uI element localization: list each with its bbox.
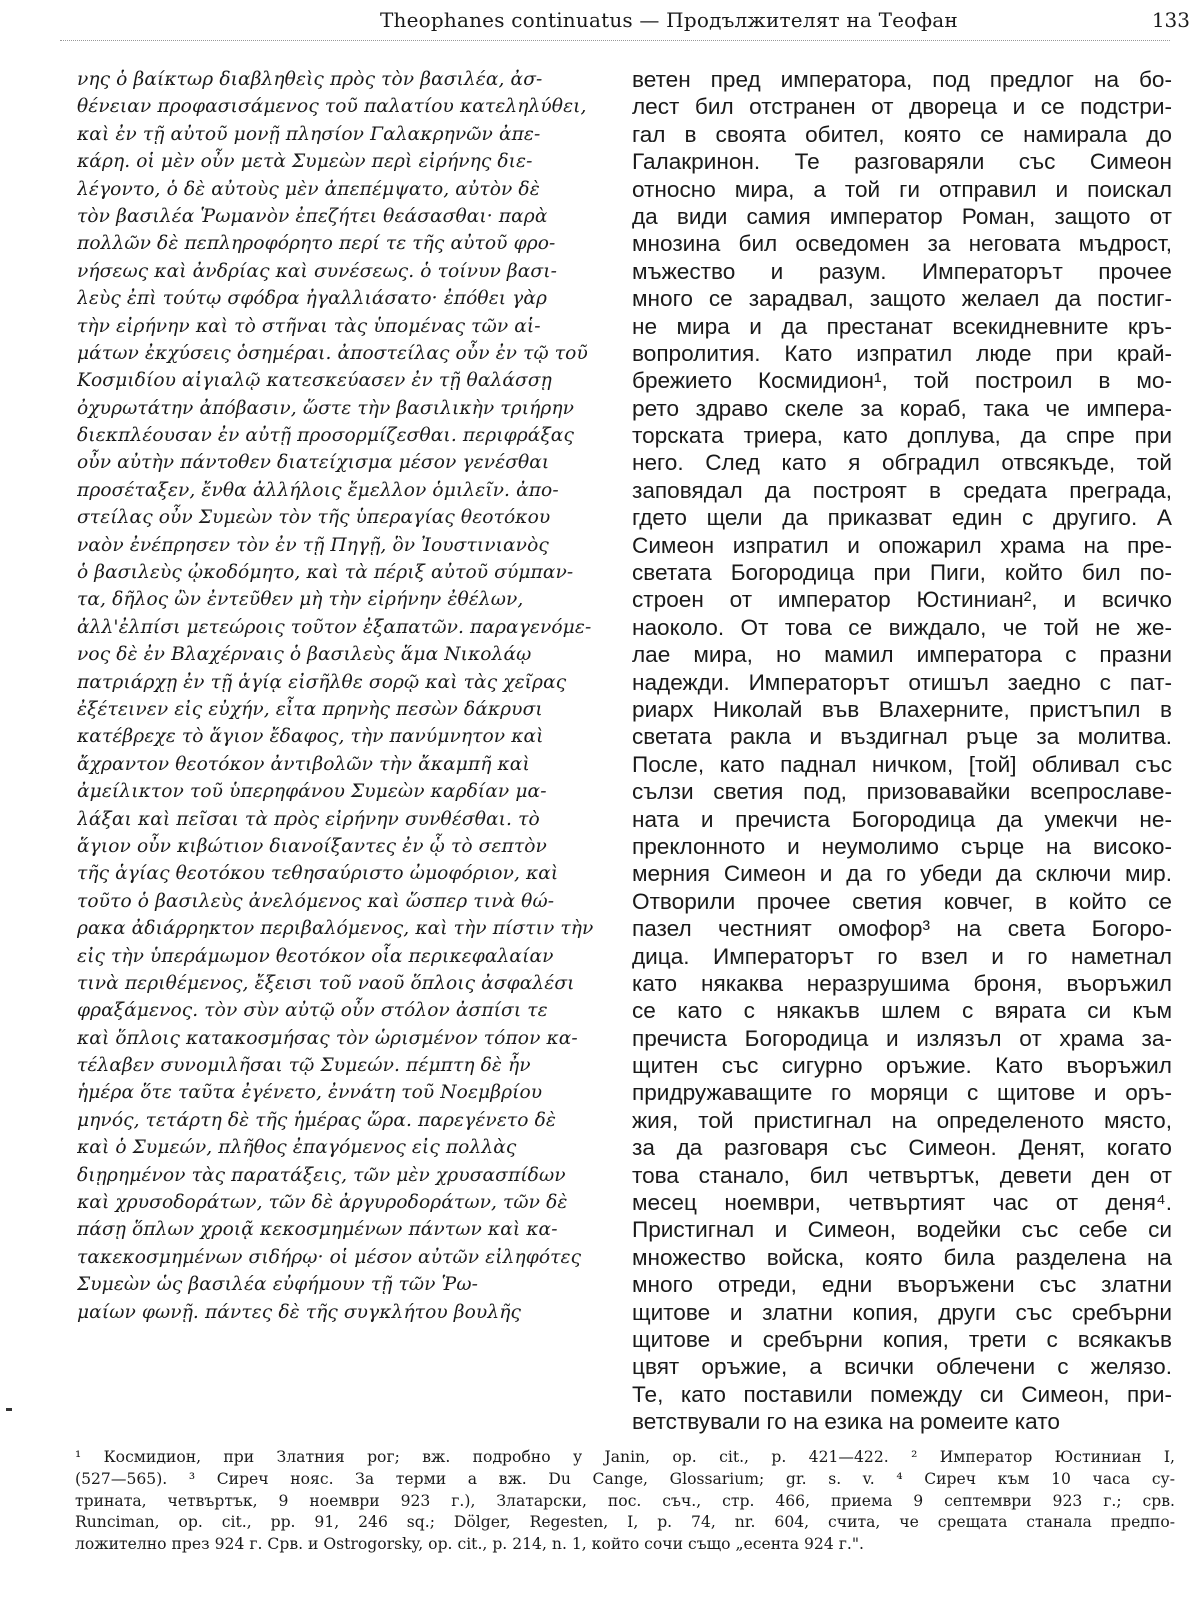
bulgarian-text-line: много отреди, едни въоръжени със златни: [632, 1272, 1172, 1298]
bulgarian-text-line: ветствували го на езика на ромеите като: [632, 1409, 1060, 1435]
greek-text-line: θένειαν προφασισάμενος τοῦ παλατίου κατεληλύθει,: [77, 96, 587, 118]
greek-text-line: ὀχυρωτάτην ἀπόβασιν, ὥστε τὴν βασιλικὴν τριήρην: [77, 397, 575, 419]
bulgarian-text-line: Симеон изпратил и опожарил храма на пре-: [632, 532, 1172, 558]
page-header: [60, 4, 1190, 32]
bulgarian-text-line: цвят оръжие, а всички облечени с желязо.: [632, 1354, 1172, 1380]
bulgarian-text-line: наоколо. От това се виждало, че той не же-: [632, 614, 1172, 640]
bulgarian-text-line: щитове и сребърни копия, трети с всякакъв: [632, 1326, 1172, 1352]
bulgarian-text-line: ната и пречиста Богородица да умекчи не-: [632, 806, 1172, 832]
bulgarian-text-line: щитове и златни копия, други със сребърни: [632, 1299, 1172, 1325]
bulgarian-text-line: мнозина бил осведомен за неговата мъдрост,: [632, 231, 1172, 257]
footnote-line: ¹ Космидион, при Златния рог; вж. подробно у Janin, op. cit., p. 421—422. ² Император Юстиниан I,: [75, 1448, 1175, 1466]
greek-text-line: νήσεως καὶ ἀνδρίας καὶ συνέσεως. ὁ τοίνυν βασι-: [77, 260, 557, 282]
greek-text-line: ἀμείλικτον τοῦ ὑπερηφάνου Συμεὼν καρδίαν μα-: [77, 781, 547, 803]
footnote-line: трината, четвъртък, 9 ноември 923 г.), Златарски, пос. съч., стр. 466, приема 9 септември 923 г.; срв.: [75, 1491, 1175, 1510]
greek-text-line: ὁ βασιλεὺς ᾠκοδόμητο, καὶ τὰ πέριξ αὐτοῦ σύμπαν-: [77, 562, 574, 584]
greek-text-line: προσέταξεν, ἔνθα ἀλλήλοις ἔμελλον ὁμιλεῖν. ἀπο-: [77, 479, 559, 501]
greek-text-line: πατριάρχῃ ἐν τῇ ἁγίᾳ εἰσῆλθε σορῷ καὶ τὰς χεῖρας: [77, 671, 567, 693]
footnote-line: (527—565). ³ Сиреч нояс. За терми а вж. Du Cange, Glossarium; gr. s. v. ⁴ Сиреч към 10 часа су-: [75, 1469, 1175, 1488]
page-number: 133: [1151, 8, 1190, 32]
greek-text-line: ἄχραντον θεοτόκον ἀντιβολῶν τὴν ἄκαμπῆ καὶ: [77, 753, 530, 775]
greek-text-line: φραξάμενος. τὸν σὺν αὐτῷ οὖν στόλον ἀσπίσι τε: [77, 1000, 548, 1022]
bulgarian-text-line: за да разговаря със Симеон. Денят, когато: [632, 1135, 1172, 1161]
greek-text-line: τῆς ἁγίας θεοτόκου τεθησαύριστο ὠμοφόριον, καὶ: [77, 863, 559, 885]
bulgarian-text-line: месец ноември, четвъртият час от деня⁴.: [632, 1190, 1172, 1216]
bulgarian-text-line: щитен със сигурно оръжие. Като въоръжил: [632, 1053, 1172, 1079]
bulgarian-text-line: пречиста Богородица и излязъл от храма за-: [632, 1025, 1172, 1051]
greek-text-line: λεὺς ἐπὶ τούτῳ σφόδρα ἠγαλλιάσατο· ἐπόθει γὰρ: [77, 288, 548, 310]
greek-text-line: νος δὲ ἐν Βλαχέρναις ὁ βασιλεὺς ἅμα Νικολάῳ: [77, 644, 532, 666]
bulgarian-text-line: После, като паднал ничком, [той] обливал със: [632, 751, 1172, 777]
greek-text-line: Κοσμιδίου αἰγιαλῷ κατεσκεύασεν ἐν τῇ θαλάσσῃ: [77, 370, 552, 392]
greek-text-line: τα, δῆλος ὢν ἐντεῦθεν μὴ τὴν εἰρήνην ἐθέλων,: [77, 589, 524, 611]
greek-text-line: καὶ χρυσοδοράτων, τῶν δὲ ἀργυροδοράτων, τῶν δὲ: [77, 1192, 568, 1214]
bulgarian-text-line: относно мира, а той ги отправил и поискал: [632, 176, 1172, 202]
bulgarian-text-line: брежието Космидион¹, той построил в мо-: [632, 368, 1172, 394]
greek-text-line: κατέβρεχε τὸ ἅγιον ἔδαφος, τὴν πανύμνητον καὶ: [77, 726, 544, 748]
bulgarian-text-line: Пристигнал и Симеон, водейки със себе си: [632, 1217, 1172, 1243]
greek-text-line: πάσῃ ὅπλων χροιᾷ κεκοσμημένων πάντων καὶ κα-: [77, 1219, 558, 1241]
greek-text-line: μάτων ἐκχύσεις ὁσημέραι. ἀποστείλας οὖν ἐν τῷ τοῦ: [77, 342, 588, 364]
bulgarian-text-line: него. След като я обградил отвсякъде, той: [632, 450, 1172, 476]
greek-text-line: ἡμέρα ὅτε ταῦτα ἐγένετο, ἐννάτη τοῦ Νοεμβρίου: [77, 1082, 543, 1104]
bulgarian-text-line: Те, като поставили помежду си Симеон, при-: [632, 1381, 1172, 1407]
greek-text-line: τέλαβεν συνομιλῆσαι τῷ Συμεών. πέμπτη δὲ ἦν: [77, 1055, 531, 1077]
bulgarian-text-line: като някаква неразрушима броня, въоръжил: [632, 970, 1172, 996]
bulgarian-text-column: [632, 66, 1172, 1436]
greek-text-line: διεκπλέουσαν ἐν αὐτῇ προσορμίζεσθαι. περιφράξας: [77, 425, 574, 447]
bulgarian-text-line: придружаващите го моряци с щитове и оръ-: [632, 1080, 1172, 1106]
bulgarian-text-line: сълзи светия под, призовавайки всепрославе-: [632, 779, 1172, 805]
bulgarian-text-line: ветен пред императора, под предлог на бо-: [632, 67, 1172, 92]
bulgarian-text-line: лае мира, но мамил императора с празни: [632, 642, 1172, 668]
greek-text-line: καὶ ἐν τῇ αὐτοῦ μονῇ πλησίον Γαλακρηνῶν ἀπε-: [77, 123, 541, 145]
greek-text-line: οὖν αὐτὴν πάντοθεν διατείχισμα μέσον γενέσθαι: [77, 452, 550, 474]
bulgarian-text-line: не мира и да престанат всекидневните кръ-: [632, 313, 1172, 339]
greek-text-line: ναὸν ἐνέπρησεν τὸν ἐν τῇ Πηγῇ, ὃν Ἰουστινιανὸς: [77, 534, 549, 556]
bulgarian-text-line: Галакринон. Те разговаряли със Симеон: [632, 149, 1172, 175]
greek-text-line: ἀλλ'ἐλπίσι μετεώροις τοῦτον ἐξαπατῶν. παραγενόμε-: [77, 616, 592, 638]
greek-text-column: [77, 66, 609, 1326]
bulgarian-text-line: множество войска, която била разделена на: [632, 1244, 1172, 1270]
bulgarian-text-line: се като с някакъв шлем с вярата си към: [632, 998, 1172, 1024]
greek-text-line: νης ὁ βαίκτωρ διαβληθεὶς πρὸς τὸν βασιλέα, ἀσ-: [77, 69, 543, 90]
running-title: Theophanes continuatus — Продължителят на Теофан: [380, 8, 958, 32]
bulgarian-text-line: заповядал да построят в средата преграда,: [632, 477, 1172, 503]
bulgarian-text-line: торската триера, като доплува, да спре при: [632, 423, 1172, 449]
greek-text-line: κάρη. οἱ μὲν οὖν μετὰ Συμεὼν περὶ εἰρήνης διε-: [77, 151, 533, 173]
greek-text-line: εἰς τὴν ὑπεράμωμον θεοτόκον οἷα περικεφαλαίαν: [77, 945, 554, 967]
greek-text-line: ἐξέτεινεν εἰς εὐχήν, εἶτα πρηνὴς πεσὼν δάκρυσι: [77, 698, 543, 720]
bulgarian-text-line: светата Богородица при Пиги, който бил по-: [632, 560, 1172, 586]
greek-text-line: τακεκοσμημένων σιδήρῳ· οἱ μέσον αὐτῶν εἰληφότες: [77, 1246, 582, 1268]
footnote-line: Runciman, op. cit., pp. 91, 246 sq.; Dölger, Regesten, I, p. 74, nr. 604, счита, че срещата станала предпо-: [75, 1513, 1175, 1532]
bulgarian-text-line: да види самия император Роман, защото от: [632, 203, 1172, 229]
bulgarian-text-line: дица. Императорът го взел и го наметнал: [632, 943, 1172, 969]
bulgarian-text-line: пазел честният омофор³ на света Богоро-: [632, 916, 1172, 942]
bulgarian-text-line: светата ракла и въздигнал ръце за молитва.: [632, 724, 1172, 750]
header-rule: [60, 40, 1170, 41]
bulgarian-text-line: гдето щели да приказват един с другиго. А: [632, 505, 1172, 531]
bulgarian-text-line: гал в своята обител, която се намирала до: [632, 121, 1172, 147]
margin-mark: [6, 1408, 12, 1411]
greek-text-line: Συμεὼν ὡς βασιλέα εὐφήμουν τῇ τῶν Ῥω-: [77, 1274, 478, 1296]
footnotes: [75, 1447, 1175, 1556]
bulgarian-text-line: мъжество и разум. Императорът прочее: [632, 258, 1172, 284]
bulgarian-text-line: жия, той пристигнал на определеното място,: [632, 1107, 1172, 1133]
bulgarian-text-line: риарх Николай във Влахерните, пристъпил в: [632, 696, 1172, 722]
bulgarian-text-line: строен от император Юстиниан², и всичко: [632, 587, 1172, 613]
greek-text-line: λέγοντο, ὁ δὲ αὐτοὺς μὲν ἀπεπέμψατο, αὐτὸν δὲ: [77, 178, 540, 200]
footnote-line: ложително през 924 г. Срв. и Ostrogorsky, op. cit., p. 214, n. 1, който сочи също „есента 924 г.".: [75, 1535, 864, 1554]
greek-text-line: διῃρημένον τὰς παρατάξεις, τῶν μὲν χρυσασπίδων: [77, 1164, 566, 1186]
bulgarian-text-line: преклонното и неумолимо сърце на високо-: [632, 833, 1172, 859]
greek-text-line: ἅγιον οὖν κιβώτιον διανοίξαντες ἐν ᾧ τὸ σεπτὸν: [77, 835, 547, 857]
bulgarian-text-line: вопролития. Като изпратил люде при край-: [632, 340, 1172, 366]
greek-text-line: καὶ ὅπλοις κατακοσμήσας τὸν ὡρισμένον τόπον κα-: [77, 1027, 578, 1049]
greek-text-line: τινὰ περιθέμενος, ἔξεισι τοῦ ναοῦ ὅπλοις ἀσφαλέσι: [77, 972, 575, 994]
bulgarian-text-line: Отворили прочее светия ковчег, в който се: [632, 888, 1172, 914]
bulgarian-text-line: лест бил отстранен от двореца и се подстри-: [632, 94, 1172, 120]
greek-text-line: ρακα ἀδιάρρηκτον περιβαλόμενος, καὶ τὴν πίστιν τὴν: [77, 918, 594, 940]
bulgarian-text-line: надежди. Императорът отишъл заедно с пат-: [632, 669, 1172, 695]
greek-text-line: λάξαι καὶ πεῖσαι τὰ πρὸς εἰρήνην συνθέσθαι. τὸ: [77, 808, 540, 830]
greek-text-line: μαίων φωνῇ. πάντες δὲ τῆς συγκλήτου βουλῆς: [77, 1301, 521, 1323]
bulgarian-text-line: това станало, бил четвъртък, девети ден от: [632, 1162, 1172, 1188]
greek-text-line: τὴν εἰρήνην καὶ τὸ στῆναι τὰς ὑπομένας τῶν αἱ-: [77, 315, 541, 337]
greek-text-line: στείλας οὖν Συμεὼν τὸν τῆς ὑπεραγίας θεοτόκου: [77, 507, 551, 529]
greek-text-line: πολλῶν δὲ πεπληροφόρητο περί τε τῆς αὐτοῦ φρο-: [77, 233, 556, 255]
greek-text-line: τὸν βασιλέα Ῥωμανὸν ἐπεζήτει θεάσασθαι· παρὰ: [77, 205, 548, 227]
greek-text-line: τοῦτο ὁ βασιλεὺς ἀνελόμενος καὶ ὥσπερ τινὰ θώ-: [77, 890, 555, 912]
bulgarian-text-line: много се зарадвал, защото желаел да постиг-: [632, 286, 1172, 312]
bulgarian-text-line: рето здраво скеле за кораб, така че импера-: [632, 395, 1172, 421]
bulgarian-text-line: мерния Симеон и да го убеди да сключи мир.: [632, 861, 1172, 887]
greek-text-line: μηνός, τετάρτη δὲ τῆς ἡμέρας ὥρα. παρεγένετο δὲ: [77, 1109, 556, 1131]
greek-text-line: καὶ ὁ Συμεών, πλῆθος ἐπαγόμενος εἰς πολλὰς: [77, 1137, 517, 1159]
